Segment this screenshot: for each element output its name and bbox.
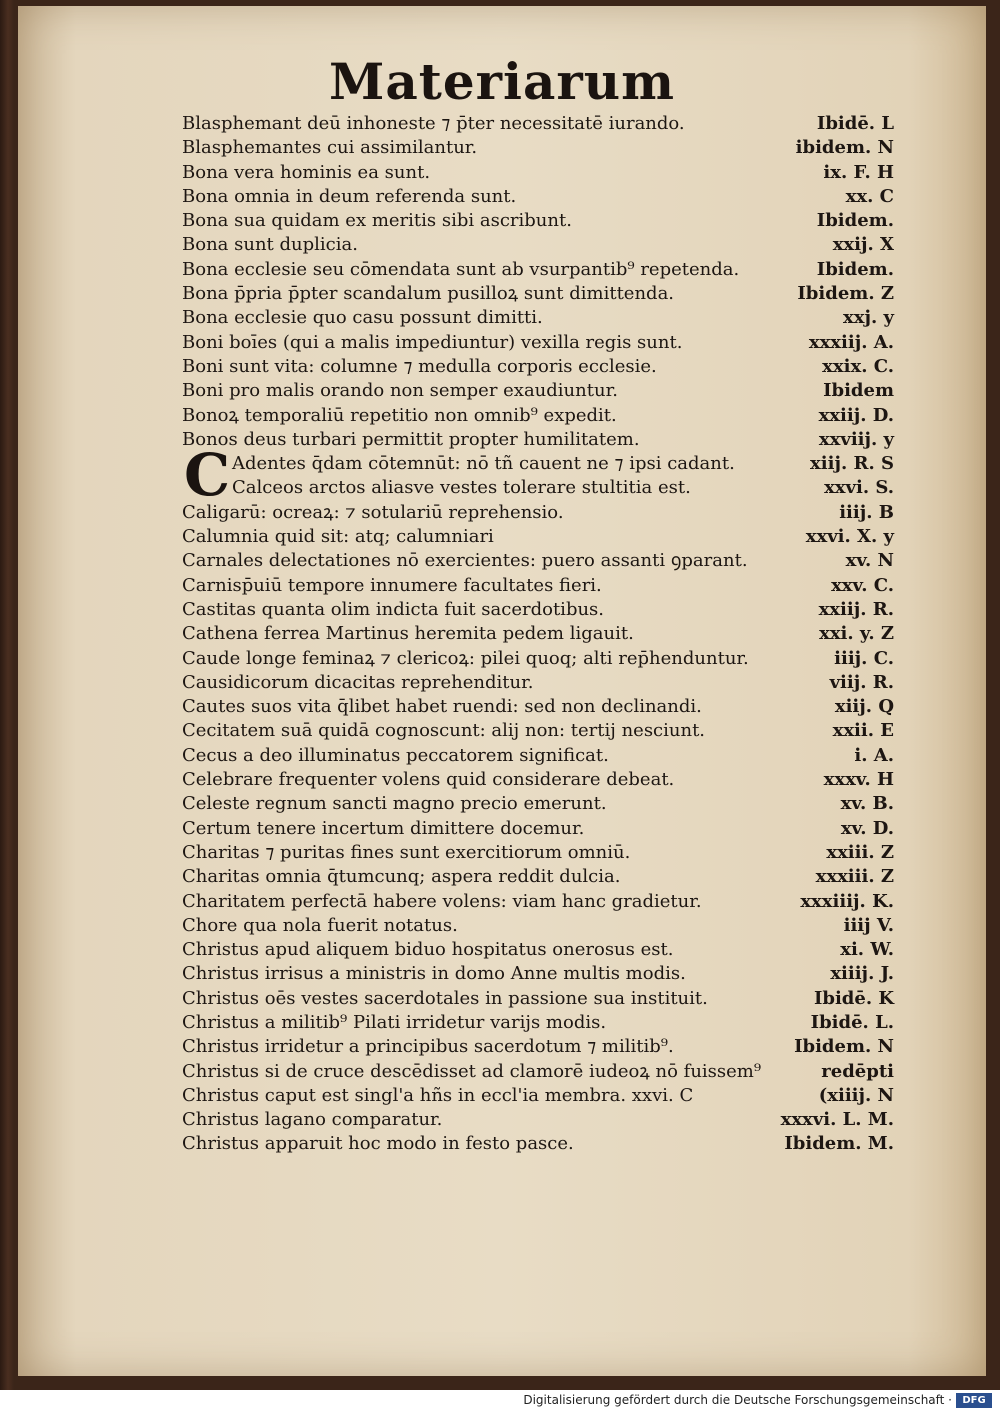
entry-reference: Ibidē. K <box>813 987 894 1009</box>
index-entry <box>182 914 894 938</box>
entry-reference: Ibidem. Z <box>797 283 894 305</box>
entry-reference: xxiii. Z <box>826 841 894 863</box>
entry-text: Cecitatem suā quidā cognoscunt: alij non: tertij nesciunt. <box>182 720 706 742</box>
index-entry <box>182 938 894 962</box>
entry-text: Blasphemant deū inhoneste ⁊ p̄ter necessitatē iurando. <box>182 113 685 134</box>
entry-text: Christus irrisus a ministris in domo Anne multis modis. <box>182 963 686 985</box>
running-head: Materiarum <box>329 52 675 111</box>
index-entry <box>182 404 894 428</box>
entry-text: Christus irridetur a principibus sacerdotum ⁊ militib⁹. <box>182 1036 674 1058</box>
entry-text: Boni boīes (qui a malis impediuntur) vexilla regis sunt. <box>182 331 683 353</box>
entry-text: Christus oēs vestes sacerdotales in passione sua instituit. <box>182 987 708 1009</box>
entry-reference: Ibidem. <box>816 210 894 232</box>
entry-text: Charitas ⁊ puritas fines sunt exercitiorum omniū. <box>182 841 631 863</box>
entry-text: Cathena ferrea Martinus heremita pedem ligauit. <box>182 623 634 645</box>
entry-text: Bona sunt duplicia. <box>182 234 358 256</box>
entry-reference: xv. B. <box>840 793 894 815</box>
index-entry <box>182 331 894 355</box>
entry-text: Charitas omnia q̄tumcunq; aspera reddit dulcia. <box>182 866 621 888</box>
index-entry <box>182 1108 894 1132</box>
entry-text: Boni sunt vita: columne ⁊ medulla corporis ecclesie. <box>182 355 657 377</box>
index-entry <box>182 817 894 841</box>
entry-reference: xiij. Q <box>834 696 894 718</box>
entry-text: Bonoꝝ temporaliū repetitio non omnib⁹ expedit. <box>182 404 617 426</box>
index-entry <box>182 987 894 1011</box>
index-entry <box>182 598 894 622</box>
entry-reference: i. A. <box>854 744 894 766</box>
entry-reference: xxij. X <box>832 234 894 256</box>
index-entry <box>182 962 894 986</box>
entry-reference: xiiij. J. <box>830 963 894 985</box>
entry-reference: xxj. y <box>843 307 894 329</box>
entry-reference: xxix. C. <box>822 355 894 377</box>
entry-reference: iiij. C. <box>834 647 894 669</box>
entry-text: Christus a militib⁹ Pilati irridetur varijs modis. <box>182 1011 607 1033</box>
funding-note: Digitalisierung gefördert durch die Deutsche Forschungsgemeinschaft · <box>523 1393 952 1407</box>
index-entry <box>182 744 894 768</box>
index-entry <box>182 671 894 695</box>
index-entry <box>182 428 894 452</box>
index-entry <box>182 1060 894 1084</box>
entry-reference: xxv. C. <box>831 574 894 596</box>
entry-reference: xxxiij. A. <box>808 331 894 353</box>
entry-reference: xx. C <box>845 185 894 207</box>
entry-text: Carnales delectationes nō exercientes: puero assanti ꝯparant. <box>182 550 748 572</box>
entry-reference: Ibidem. M. <box>784 1133 894 1155</box>
entry-text: Bona ecclesie seu cōmendata sunt ab vsurpantib⁹ repetenda. <box>182 258 740 280</box>
index-entry <box>182 258 894 282</box>
entry-reference: xxi. y. Z <box>819 623 894 645</box>
entry-reference: Ibidē. L <box>816 113 894 134</box>
index-entry <box>182 161 894 185</box>
entry-reference: Ibidē. L. <box>810 1011 894 1033</box>
index-entry <box>182 1035 894 1059</box>
entry-reference: (xiiij. N <box>818 1084 894 1106</box>
index-entry <box>182 282 894 306</box>
entry-text: Bonos deus turbari permittit propter humilitatem. <box>182 428 640 450</box>
entry-text: Bona ecclesie quo casu possunt dimitti. <box>182 307 543 329</box>
index-entry <box>182 501 894 525</box>
entry-text: Boni pro malis orando non semper exaudiuntur. <box>182 380 618 402</box>
entry-reference: xxvi. X. y <box>805 526 894 548</box>
entry-text: Certum tenere incertum dimittere docemur. <box>182 817 585 839</box>
entry-text: Christus apparuit hoc modo in festo pasce. <box>182 1133 574 1155</box>
index-entry <box>182 647 894 671</box>
entry-text: Celebrare frequenter volens quid considerare debeat. <box>182 769 675 791</box>
entry-reference: xv. D. <box>840 817 894 839</box>
entry-text: Christus apud aliquem biduo hospitatus onerosus est. <box>182 939 674 961</box>
index-entry <box>182 355 894 379</box>
entry-text: Christus caput est singl'a hñs in eccl'ia membra. xxvi. C <box>182 1084 694 1106</box>
index-entry <box>182 768 894 792</box>
entry-text: Cecus a deo illuminatus peccatorem significat. <box>182 744 609 766</box>
entry-reference: xxiij. D. <box>818 404 894 426</box>
entry-text: Charitatem perfectā habere volens: viam hanc gradietur. <box>182 890 702 912</box>
entry-text: Bona omnia in deum referenda sunt. <box>182 185 517 207</box>
entry-reference: xxxiii. Z <box>815 866 894 888</box>
index-entry <box>182 306 894 330</box>
entry-text: Christus lagano comparatur. <box>182 1109 443 1131</box>
entry-reference: redēpti <box>821 1060 894 1082</box>
entry-text: Carnisp̄uiū tempore innumere facultates fieri. <box>182 574 602 596</box>
drop-cap-initial: C <box>184 441 231 509</box>
index-entry <box>182 209 894 233</box>
entry-reference: iiij. B <box>839 501 894 523</box>
entry-reference: xv. N <box>845 550 894 572</box>
entry-reference: Ibidem. N <box>794 1036 894 1058</box>
index-entry <box>182 233 894 257</box>
index-entry <box>182 841 894 865</box>
entry-reference: xxxv. H <box>823 769 894 791</box>
entry-reference: iiij V. <box>843 914 894 936</box>
entry-reference: Ibidem. <box>816 258 894 280</box>
entry-reference: xi. W. <box>840 939 894 961</box>
entry-text: Cautes suos vita q̄libet habet ruendi: sed non declinandi. <box>182 696 702 718</box>
index-entry <box>182 574 894 598</box>
entry-reference: xiij. R. S <box>810 453 894 475</box>
entry-reference: xxxiiij. K. <box>800 890 894 912</box>
entry-reference: xxxvi. L. M. <box>780 1109 894 1131</box>
entry-reference: xxvi. S. <box>824 477 894 499</box>
index-entry <box>182 525 894 549</box>
index-entries <box>182 112 894 1157</box>
entry-text: Causidicorum dicacitas reprehenditur. <box>182 671 534 693</box>
entry-text: Caligarū: ocreaꝝ: ⁊ sotulariū reprehensio. <box>182 501 564 523</box>
index-entry <box>182 1011 894 1035</box>
entry-text: Bona vera hominis ea sunt. <box>182 161 431 183</box>
index-entry <box>182 622 894 646</box>
index-entry <box>182 1084 894 1108</box>
index-entry <box>182 452 894 476</box>
entry-text: Bona sua quidam ex meritis sibi ascribunt. <box>182 210 572 232</box>
index-entry <box>182 865 894 889</box>
entry-text: Calumnia quid sit: atq; calumniari <box>182 526 494 548</box>
index-entry <box>182 185 894 209</box>
entry-text: Adentes q̄dam cōtemnūt: nō tñ cauent ne ⁊ ipsi cadant. <box>232 453 735 475</box>
entry-text: Celeste regnum sancti magno precio emerunt. <box>182 793 607 815</box>
index-entry <box>182 379 894 403</box>
index-entry <box>182 792 894 816</box>
index-entry <box>182 136 894 160</box>
index-entry <box>182 112 894 136</box>
entry-reference: Ibidem <box>823 380 894 402</box>
entry-reference: ibidem. N <box>795 137 894 159</box>
index-entry <box>182 549 894 573</box>
entry-text: Caude longe feminaꝝ ⁊ clericoꝝ: pilei quoq; alti rep̄henduntur. <box>182 647 749 669</box>
entry-reference: xxii. E <box>832 720 894 742</box>
index-entry <box>182 695 894 719</box>
dfg-logo: DFG <box>956 1393 992 1408</box>
index-entry <box>182 1132 894 1156</box>
entry-reference: viij. R. <box>829 671 894 693</box>
index-entry <box>182 476 894 500</box>
entry-text: Blasphemantes cui assimilantur. <box>182 137 478 159</box>
entry-text: Calceos arctos aliasve vestes tolerare stultitia est. <box>232 477 691 499</box>
entry-text: Christus si de cruce descēdisset ad clamorē iudeoꝝ nō fuissem⁹ <box>182 1060 762 1082</box>
entry-reference: ix. F. H <box>823 161 894 183</box>
index-entry <box>182 890 894 914</box>
entry-text: Chore qua nola fuerit notatus. <box>182 914 458 936</box>
entry-text: Bona p̄pria p̄pter scandalum pusilloꝝ sunt dimittenda. <box>182 283 675 305</box>
entry-text: Castitas quanta olim indicta fuit sacerdotibus. <box>182 598 605 620</box>
index-entry <box>182 719 894 743</box>
entry-reference: xxviij. y <box>818 428 894 450</box>
entry-reference: xxiij. R. <box>818 598 894 620</box>
